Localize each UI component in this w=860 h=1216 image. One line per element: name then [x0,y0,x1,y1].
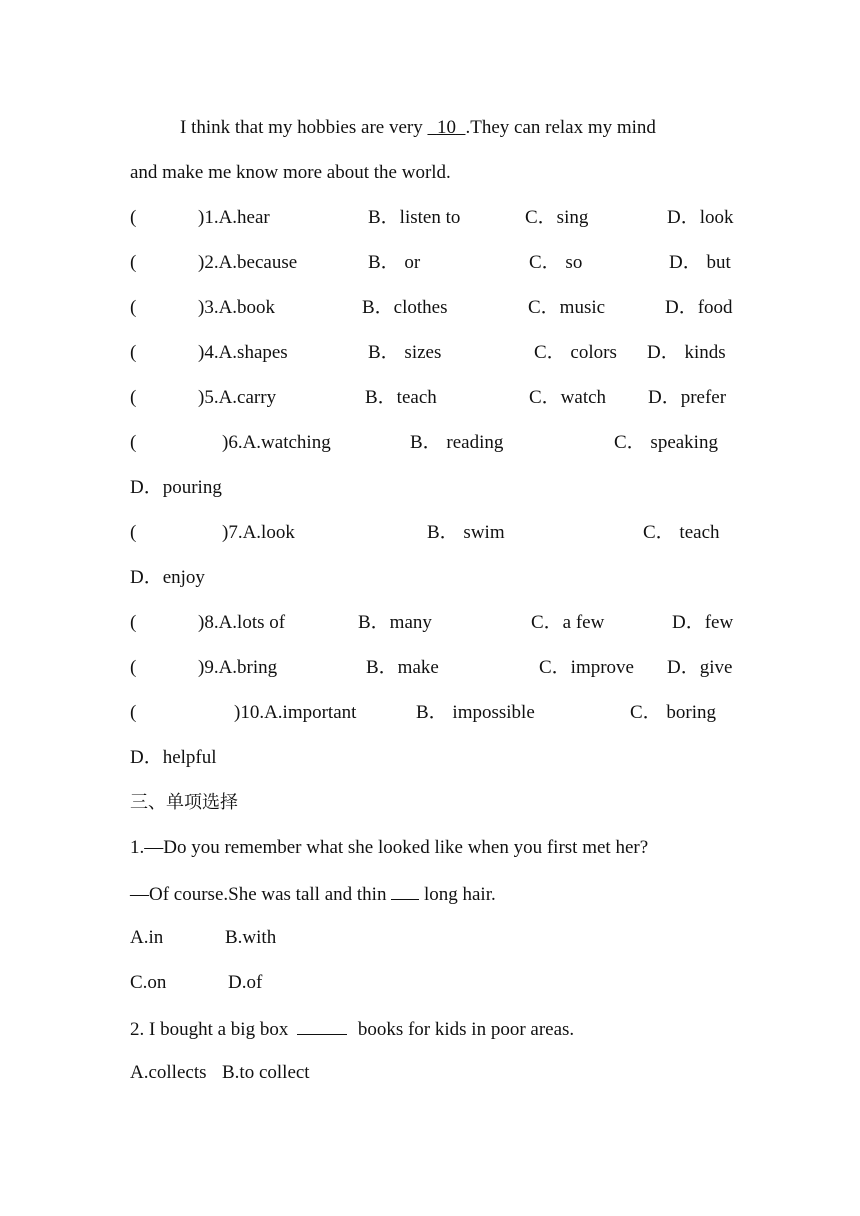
option-b: B． impossible [416,702,535,723]
option-c: C． speaking [614,432,718,453]
option-c: C． so [529,252,583,273]
option-c: C． boring [630,702,717,723]
option-d: D．food [665,297,733,318]
option-b: B．listen to [368,207,461,228]
option-c: C． colors [534,342,617,363]
option-b: B． swim [427,522,505,543]
option-b: B．teach [365,387,437,408]
option-d: D．few [672,612,734,633]
option-d: D．look [667,207,734,228]
option-b: B． sizes [368,342,442,363]
option-a: A.collects [130,1062,207,1083]
option-b: B．clothes [362,297,448,318]
question-2-stem [130,1016,730,1042]
option-a: )8.A.lots of [198,612,286,633]
option-a: A.in [130,927,164,948]
answer-blank [391,881,419,900]
answer-bracket: ( [130,387,137,408]
section-heading: 三、单项选择 [130,792,238,813]
option-b: B．make [366,657,439,678]
question-text: books for kids in poor areas. [353,1019,575,1040]
option-c: C.on [130,972,167,993]
passage-text: I think that my hobbies are very [180,117,428,138]
option-b: B.to collect [222,1062,310,1083]
option-d: D．pouring [130,477,222,498]
option-d: D．enjoy [130,567,205,588]
answer-blank-10 [427,117,465,138]
option-a: )5.A.carry [198,387,277,408]
option-b: B.with [225,927,277,948]
answer-bracket: ( [130,252,137,273]
reply-text: —Of course.She was tall and thin [130,884,392,905]
answer-bracket: ( [130,207,137,228]
option-d: D． kinds [647,342,726,363]
option-d: D．prefer [648,387,727,408]
option-a: )10.A.important [234,702,357,723]
answer-bracket: ( [130,612,137,633]
option-c: C．a few [531,612,605,633]
option-a: )7.A.look [222,522,295,543]
option-a: )3.A.book [198,297,276,318]
question-1-stem: 1.—Do you remember what she looked like when you first met her? [130,837,649,858]
question-1-reply [130,881,730,907]
option-d: D.of [228,972,263,993]
option-d: D．helpful [130,747,217,768]
option-b: B． reading [410,432,504,453]
option-a: )6.A.watching [222,432,331,453]
blank-number: 10 [436,117,456,138]
option-b: B．many [358,612,432,633]
passage-line-2: and make me know more about the world. [130,162,451,183]
option-a: )4.A.shapes [198,342,288,363]
passage-line-1 [180,116,730,140]
answer-bracket: ( [130,522,137,543]
answer-bracket: ( [130,432,137,453]
option-b: B． or [368,252,421,273]
option-d: D．give [667,657,733,678]
option-c: C．watch [529,387,607,408]
passage-text: .They can relax my mind [465,117,656,138]
option-c: C．music [528,297,606,318]
answer-blank [297,1016,347,1035]
option-a: )9.A.bring [198,657,278,678]
option-c: C． teach [643,522,720,543]
answer-bracket: ( [130,657,137,678]
option-c: C．improve [539,657,634,678]
option-a: )1.A.hear [198,207,270,228]
question-text: 2. I bought a big box [130,1019,294,1040]
option-d: D． but [669,252,731,273]
answer-bracket: ( [130,342,137,363]
option-a: )2.A.because [198,252,298,273]
option-c: C．sing [525,207,589,228]
answer-bracket: ( [130,297,137,318]
reply-text: long hair. [419,884,496,905]
answer-bracket: ( [130,702,137,723]
